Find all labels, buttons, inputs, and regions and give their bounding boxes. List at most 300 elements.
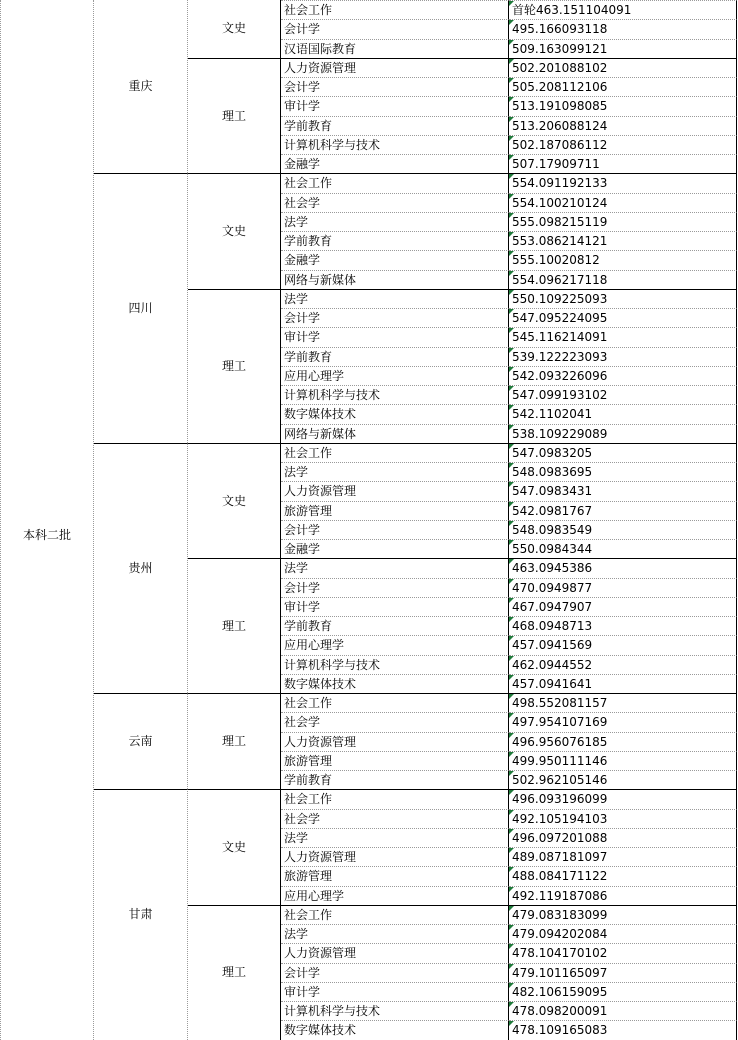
major-cell	[281, 732, 509, 751]
score-cell	[509, 116, 737, 135]
score-cell	[509, 751, 737, 770]
score-cell	[509, 0, 737, 19]
major-cell	[281, 520, 509, 539]
major-name: 金融学	[284, 157, 321, 171]
score-cell	[509, 404, 737, 423]
number-stored-as-text-flag-icon	[509, 1002, 514, 1007]
score-value: 492.105194103	[512, 811, 608, 826]
track-cell	[188, 789, 281, 905]
major-cell	[281, 674, 509, 693]
major-name: 旅游管理	[284, 753, 333, 768]
score-cell	[509, 154, 737, 173]
number-stored-as-text-flag-icon	[509, 271, 514, 276]
score-cell	[509, 1020, 737, 1039]
province-label: 四川	[128, 301, 153, 315]
major-cell	[281, 635, 509, 654]
major-cell	[281, 751, 509, 770]
major-cell	[281, 366, 509, 385]
track-label: 理工	[221, 965, 246, 980]
score-value: 555.10020812	[512, 253, 600, 268]
major-name: 学前教育	[284, 118, 333, 133]
score-value: 463.0945386	[512, 561, 593, 576]
score-value: 468.0948713	[512, 619, 593, 633]
major-name: 社会工作	[284, 176, 333, 191]
number-stored-as-text-flag-icon	[509, 174, 514, 179]
number-stored-as-text-flag-icon	[509, 309, 514, 314]
score-cell	[509, 231, 737, 250]
province-label: 重庆	[128, 79, 153, 94]
track-cell	[188, 289, 281, 443]
major-name: 社会工作	[284, 792, 333, 807]
number-stored-as-text-flag-icon	[509, 502, 514, 507]
score-cell	[509, 963, 737, 982]
score-value: 496.097201088	[512, 830, 608, 845]
score-cell	[509, 520, 737, 539]
score-value: 554.100210124	[512, 195, 608, 210]
score-cell	[509, 828, 737, 847]
score-cell	[509, 886, 737, 905]
major-name: 学前教育	[284, 619, 333, 633]
score-value: 542.093226096	[512, 368, 608, 383]
major-cell	[281, 443, 509, 462]
score-value: 550.109225093	[512, 291, 608, 306]
track-cell	[188, 443, 281, 559]
major-name: 金融学	[284, 253, 321, 268]
major-name: 会计学	[284, 22, 321, 37]
major-cell	[281, 58, 509, 77]
score-value: 489.087181097	[512, 850, 608, 864]
number-stored-as-text-flag-icon	[509, 964, 514, 969]
number-stored-as-text-flag-icon	[509, 559, 514, 564]
score-value: 495.166093118	[512, 22, 608, 37]
major-cell	[281, 828, 509, 847]
major-name: 旅游管理	[284, 503, 333, 518]
number-stored-as-text-flag-icon	[509, 348, 514, 353]
track-label: 文史	[221, 224, 246, 238]
major-name: 数字媒体技术	[284, 407, 357, 422]
track-label: 文史	[221, 21, 246, 36]
number-stored-as-text-flag-icon	[509, 1, 514, 6]
number-stored-as-text-flag-icon	[509, 425, 514, 430]
number-stored-as-text-flag-icon	[509, 20, 514, 25]
score-value: 462.0944552	[512, 657, 593, 672]
major-name: 会计学	[284, 580, 321, 595]
number-stored-as-text-flag-icon	[509, 386, 514, 391]
score-cell	[509, 462, 737, 481]
major-cell	[281, 481, 509, 500]
number-stored-as-text-flag-icon	[509, 848, 514, 853]
score-cell	[509, 770, 737, 789]
score-cell	[509, 789, 737, 808]
score-cell	[509, 270, 737, 289]
major-name: 法学	[284, 291, 309, 306]
major-cell	[281, 289, 509, 308]
score-value: 542.1102041	[512, 407, 593, 422]
major-cell	[281, 655, 509, 674]
major-name: 社会工作	[284, 907, 333, 922]
number-stored-as-text-flag-icon	[509, 97, 514, 102]
track-label: 理工	[221, 358, 246, 373]
score-cell	[509, 501, 737, 520]
score-value: 554.096217118	[512, 272, 608, 287]
major-cell	[281, 135, 509, 154]
score-cell	[509, 732, 737, 751]
score-value: 479.101165097	[512, 965, 608, 980]
score-value: 545.116214091	[512, 330, 608, 345]
number-stored-as-text-flag-icon	[509, 656, 514, 661]
number-stored-as-text-flag-icon	[509, 136, 514, 141]
major-cell	[281, 597, 509, 616]
major-cell	[281, 578, 509, 597]
number-stored-as-text-flag-icon	[509, 752, 514, 757]
major-name: 人力资源管理	[284, 484, 357, 499]
score-value: 470.0949877	[512, 580, 593, 595]
major-cell	[281, 963, 509, 982]
number-stored-as-text-flag-icon	[509, 733, 514, 738]
number-stored-as-text-flag-icon	[509, 771, 514, 776]
score-cell	[509, 924, 737, 943]
score-cell	[509, 597, 737, 616]
score-value: 553.086214121	[512, 234, 608, 248]
major-cell	[281, 462, 509, 481]
major-cell	[281, 308, 509, 327]
track-cell	[188, 905, 281, 1040]
major-name: 社会学	[284, 715, 321, 730]
major-cell	[281, 886, 509, 905]
number-stored-as-text-flag-icon	[509, 579, 514, 584]
score-cell	[509, 77, 737, 96]
score-value: 554.091192133	[512, 176, 608, 191]
major-cell	[281, 866, 509, 885]
major-name: 人力资源管理	[284, 946, 357, 961]
number-stored-as-text-flag-icon	[509, 367, 514, 372]
major-cell	[281, 39, 509, 58]
major-cell	[281, 943, 509, 962]
score-value: 547.099193102	[512, 388, 608, 402]
score-value: 478.104170102	[512, 946, 608, 961]
score-cell	[509, 96, 737, 115]
major-cell	[281, 173, 509, 192]
score-value: 555.098215119	[512, 214, 608, 229]
score-value: 542.0981767	[512, 503, 593, 518]
score-cell	[509, 385, 737, 404]
score-cell	[509, 58, 737, 77]
major-name: 会计学	[284, 965, 321, 980]
major-name: 学前教育	[284, 349, 333, 364]
major-cell	[281, 385, 509, 404]
score-cell	[509, 866, 737, 885]
score-value: 505.208112106	[512, 80, 608, 94]
number-stored-as-text-flag-icon	[509, 232, 514, 237]
major-cell	[281, 193, 509, 212]
score-cell	[509, 809, 737, 828]
track-label: 理工	[221, 734, 246, 749]
score-value: 550.0984344	[512, 542, 593, 556]
major-cell	[281, 847, 509, 866]
major-name: 法学	[284, 927, 309, 941]
score-value: 482.106159095	[512, 984, 608, 999]
major-name: 社会学	[284, 195, 321, 210]
score-cell	[509, 558, 737, 577]
major-cell	[281, 558, 509, 577]
score-cell	[509, 39, 737, 58]
number-stored-as-text-flag-icon	[509, 328, 514, 333]
score-cell	[509, 905, 737, 924]
number-stored-as-text-flag-icon	[509, 906, 514, 911]
number-stored-as-text-flag-icon	[509, 194, 514, 199]
number-stored-as-text-flag-icon	[509, 155, 514, 160]
major-cell	[281, 924, 509, 943]
score-value: 496.956076185	[512, 734, 608, 749]
major-cell	[281, 327, 509, 346]
score-value: 488.084171122	[512, 869, 608, 884]
major-name: 计算机科学与技术	[284, 657, 381, 672]
number-stored-as-text-flag-icon	[509, 713, 514, 718]
score-value: 507.17909711	[512, 157, 600, 171]
major-cell	[281, 1001, 509, 1020]
major-cell	[281, 116, 509, 135]
score-value: 499.950111146	[512, 753, 608, 768]
score-cell	[509, 943, 737, 962]
number-stored-as-text-flag-icon	[509, 810, 514, 815]
track-label: 理工	[221, 108, 246, 123]
major-name: 旅游管理	[284, 869, 333, 884]
score-value: 467.0947907	[512, 599, 593, 614]
track-cell	[188, 173, 281, 289]
number-stored-as-text-flag-icon	[509, 463, 514, 468]
score-value: 502.201088102	[512, 60, 608, 75]
major-name: 网络与新媒体	[284, 272, 357, 287]
major-name: 法学	[284, 830, 309, 845]
track-cell	[188, 0, 281, 58]
major-name: 法学	[284, 214, 309, 229]
score-value: 479.094202084	[512, 927, 608, 941]
score-cell	[509, 250, 737, 269]
score-cell	[509, 366, 737, 385]
major-name: 会计学	[284, 80, 321, 94]
major-name: 网络与新媒体	[284, 426, 357, 441]
score-value: 479.083183099	[512, 907, 608, 922]
score-value: 478.109165083	[512, 1023, 608, 1038]
major-cell	[281, 270, 509, 289]
score-cell	[509, 443, 737, 462]
province-cell	[94, 789, 188, 1039]
number-stored-as-text-flag-icon	[509, 790, 514, 795]
score-cell	[509, 982, 737, 1001]
number-stored-as-text-flag-icon	[509, 117, 514, 122]
score-cell	[509, 481, 737, 500]
number-stored-as-text-flag-icon	[509, 829, 514, 834]
score-value: 497.954107169	[512, 715, 608, 730]
major-cell	[281, 809, 509, 828]
major-cell	[281, 0, 509, 19]
province-cell	[94, 693, 188, 789]
track-label: 理工	[221, 618, 246, 633]
major-name: 法学	[284, 561, 309, 576]
score-cell	[509, 539, 737, 558]
score-value: 509.163099121	[512, 41, 608, 56]
score-value: 478.098200091	[512, 1004, 608, 1018]
province-label: 甘肃	[128, 907, 153, 922]
score-value: 502.187086112	[512, 137, 608, 152]
score-value: 539.122223093	[512, 349, 608, 364]
score-cell	[509, 424, 737, 443]
number-stored-as-text-flag-icon	[509, 617, 514, 622]
major-name: 数字媒体技术	[284, 1023, 357, 1038]
score-cell	[509, 308, 737, 327]
major-cell	[281, 616, 509, 635]
number-stored-as-text-flag-icon	[509, 983, 514, 988]
number-stored-as-text-flag-icon	[509, 40, 514, 45]
number-stored-as-text-flag-icon	[509, 251, 514, 256]
batch-label: 本科二批	[22, 527, 71, 542]
major-name: 应用心理学	[284, 638, 345, 653]
number-stored-as-text-flag-icon	[509, 598, 514, 603]
batch-cell	[0, 0, 94, 1040]
major-name: 汉语国际教育	[284, 41, 357, 56]
major-cell	[281, 789, 509, 808]
major-name: 审计学	[284, 599, 321, 614]
major-name: 计算机科学与技术	[284, 137, 381, 152]
score-value: 492.119187086	[512, 888, 608, 903]
score-value: 457.0941641	[512, 676, 593, 691]
number-stored-as-text-flag-icon	[509, 59, 514, 64]
number-stored-as-text-flag-icon	[509, 1021, 514, 1026]
number-stored-as-text-flag-icon	[509, 867, 514, 872]
major-name: 会计学	[284, 522, 321, 537]
number-stored-as-text-flag-icon	[509, 482, 514, 487]
major-cell	[281, 404, 509, 423]
major-name: 审计学	[284, 99, 321, 114]
number-stored-as-text-flag-icon	[509, 925, 514, 930]
score-cell	[509, 327, 737, 346]
score-cell	[509, 135, 737, 154]
number-stored-as-text-flag-icon	[509, 636, 514, 641]
score-cell	[509, 712, 737, 731]
major-name: 人力资源管理	[284, 734, 357, 749]
major-cell	[281, 1020, 509, 1039]
number-stored-as-text-flag-icon	[509, 405, 514, 410]
major-cell	[281, 501, 509, 520]
major-name: 人力资源管理	[284, 60, 357, 75]
score-value: 首轮463.151104091	[512, 3, 632, 17]
major-name: 人力资源管理	[284, 850, 357, 864]
score-cell	[509, 847, 737, 866]
major-name: 应用心理学	[284, 368, 345, 383]
number-stored-as-text-flag-icon	[509, 675, 514, 680]
major-cell	[281, 250, 509, 269]
score-value: 502.962105146	[512, 773, 608, 787]
province-label: 云南	[128, 734, 153, 749]
major-cell	[281, 154, 509, 173]
score-value: 548.0983549	[512, 522, 593, 537]
major-cell	[281, 19, 509, 38]
major-cell	[281, 539, 509, 558]
score-cell	[509, 212, 737, 231]
score-cell	[509, 578, 737, 597]
score-cell	[509, 19, 737, 38]
score-value: 547.095224095	[512, 311, 608, 325]
major-name: 会计学	[284, 311, 321, 325]
major-name: 学前教育	[284, 234, 333, 248]
major-cell	[281, 982, 509, 1001]
province-cell	[94, 443, 188, 693]
major-cell	[281, 231, 509, 250]
major-name: 社会工作	[284, 3, 333, 17]
major-name: 法学	[284, 465, 309, 479]
number-stored-as-text-flag-icon	[509, 444, 514, 449]
score-cell	[509, 655, 737, 674]
score-cell	[509, 1001, 737, 1020]
number-stored-as-text-flag-icon	[509, 694, 514, 699]
score-value: 548.0983695	[512, 465, 593, 479]
score-value: 547.0983431	[512, 484, 593, 499]
major-name: 社会学	[284, 811, 321, 826]
score-value: 498.552081157	[512, 696, 608, 710]
major-name: 数字媒体技术	[284, 676, 357, 691]
province-cell	[94, 173, 188, 443]
track-label: 文史	[221, 493, 246, 508]
major-name: 学前教育	[284, 773, 333, 787]
score-value: 547.0983205	[512, 445, 593, 460]
major-cell	[281, 347, 509, 366]
score-cell	[509, 347, 737, 366]
number-stored-as-text-flag-icon	[509, 887, 514, 892]
track-label: 文史	[221, 840, 246, 854]
score-value: 513.191098085	[512, 99, 608, 114]
score-cell	[509, 193, 737, 212]
major-cell	[281, 212, 509, 231]
major-cell	[281, 693, 509, 712]
track-cell	[188, 693, 281, 789]
major-name: 审计学	[284, 330, 321, 345]
score-cell	[509, 616, 737, 635]
major-name: 应用心理学	[284, 888, 345, 903]
number-stored-as-text-flag-icon	[509, 540, 514, 545]
major-cell	[281, 424, 509, 443]
score-value: 457.0941569	[512, 638, 593, 653]
number-stored-as-text-flag-icon	[509, 78, 514, 83]
major-name: 社会工作	[284, 445, 333, 460]
score-cell	[509, 173, 737, 192]
score-value: 538.109229089	[512, 426, 608, 441]
number-stored-as-text-flag-icon	[509, 290, 514, 295]
province-cell	[94, 0, 188, 173]
major-cell	[281, 712, 509, 731]
number-stored-as-text-flag-icon	[509, 944, 514, 949]
major-name: 审计学	[284, 984, 321, 999]
major-name: 社会工作	[284, 696, 333, 710]
major-cell	[281, 770, 509, 789]
track-cell	[188, 58, 281, 174]
major-name: 计算机科学与技术	[284, 388, 381, 402]
track-cell	[188, 558, 281, 693]
major-name: 金融学	[284, 542, 321, 556]
number-stored-as-text-flag-icon	[509, 521, 514, 526]
score-cell	[509, 693, 737, 712]
major-cell	[281, 77, 509, 96]
province-label: 贵州	[128, 560, 153, 575]
major-cell	[281, 96, 509, 115]
score-cell	[509, 289, 737, 308]
score-cell	[509, 674, 737, 693]
major-name: 计算机科学与技术	[284, 1004, 381, 1018]
score-value: 513.206088124	[512, 118, 608, 133]
score-value: 496.093196099	[512, 792, 608, 807]
number-stored-as-text-flag-icon	[509, 213, 514, 218]
major-cell	[281, 905, 509, 924]
score-cell	[509, 635, 737, 654]
